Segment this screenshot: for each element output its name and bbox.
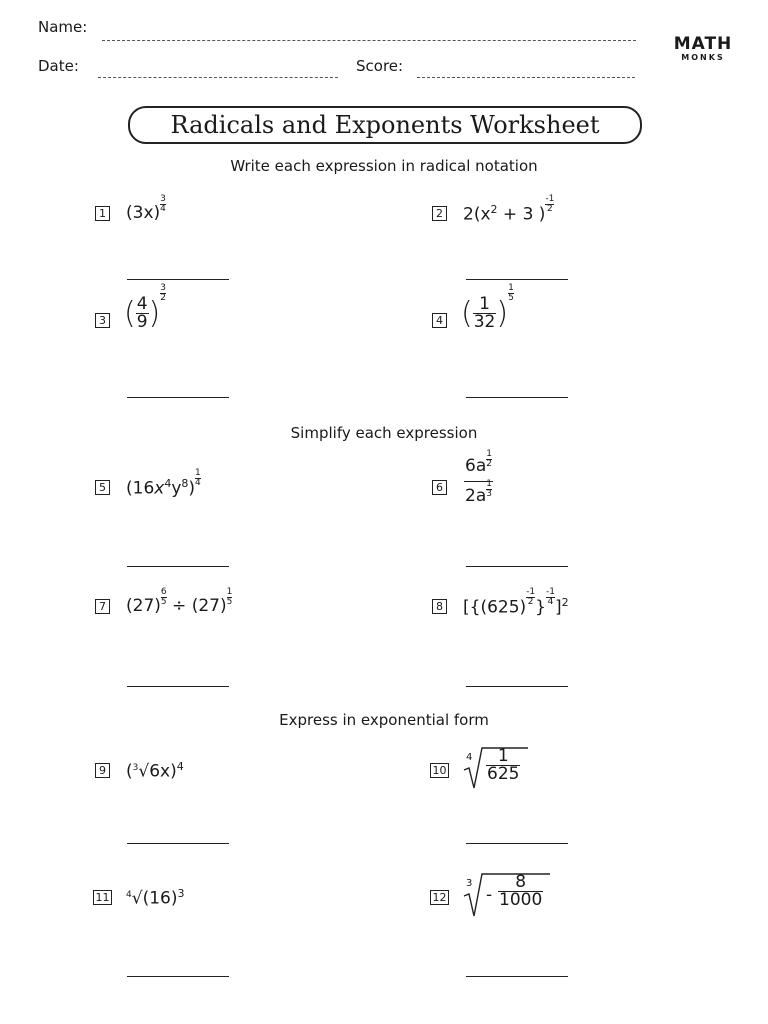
problem-number: 12 (430, 890, 449, 905)
bottom-term: 2a (465, 486, 487, 506)
exponent-fraction (545, 195, 554, 214)
problem-number: 3 (95, 313, 110, 328)
rest: + 3 ) (497, 204, 546, 225)
close-paren: ) (148, 296, 161, 331)
exponent-fraction (546, 588, 555, 607)
title-box (128, 106, 642, 144)
exp-numerator: 6 (160, 587, 167, 597)
exp-denominator: 4 (160, 204, 166, 214)
problem-2-expression (463, 194, 555, 225)
numerator: 1 (497, 746, 509, 766)
power: 4 (176, 760, 184, 773)
root-index: 4 (466, 752, 473, 763)
base-1: (27) (126, 596, 161, 616)
close-paren: ) (188, 478, 196, 499)
denominator: 9 (136, 312, 148, 332)
exponent-fraction (195, 469, 201, 488)
variable-x: x (154, 478, 165, 499)
denominator: 625 (487, 764, 520, 784)
answer-line[interactable] (466, 397, 568, 398)
problem-7-expression (126, 587, 233, 616)
problem-number: 1 (95, 206, 110, 221)
problem-number: 8 (432, 599, 447, 614)
section-heading-radical: Write each expression in radical notation (230, 157, 538, 175)
open-paren: ( (126, 761, 133, 782)
close-bracket: ] (554, 597, 562, 618)
answer-line[interactable] (466, 566, 568, 567)
exp-numerator: 1 (486, 479, 492, 489)
problem-5-expression (126, 468, 201, 499)
base: 2(x (463, 204, 491, 225)
exponent-fraction (160, 284, 166, 303)
denominator: 1000 (499, 890, 543, 910)
problem-9-expression (126, 760, 184, 782)
open-paren: ( (461, 296, 473, 331)
exponent-fraction (526, 588, 535, 607)
name-label: Name: (38, 18, 88, 36)
problem-number: 2 (432, 206, 447, 221)
score-label: Score: (356, 57, 404, 75)
page-title: Radicals and Exponents Worksheet (170, 111, 600, 139)
logo-sub-text: MONKS (681, 53, 725, 62)
exp-denominator: 2 (547, 204, 553, 214)
problem-8-expression (463, 587, 569, 618)
answer-line[interactable] (127, 566, 229, 567)
exp-denominator: 4 (195, 478, 201, 488)
exp-denominator: 5 (226, 597, 233, 607)
exponent-fraction (486, 480, 492, 499)
base: (16 (126, 478, 155, 499)
radicand: 6x) (149, 761, 177, 782)
exponent-fraction (508, 284, 514, 303)
problem-number: 9 (95, 763, 110, 778)
exp-denominator: 5 (508, 293, 514, 303)
power: 3 (177, 887, 185, 900)
exp-numerator: 3 (160, 283, 166, 293)
exponent-fraction (161, 588, 167, 607)
numerator: 4 (136, 294, 148, 314)
exponent-fraction (160, 195, 166, 214)
answer-line[interactable] (127, 686, 229, 687)
numerator: 8 (515, 872, 527, 892)
problem-number: 11 (93, 890, 112, 905)
date-field[interactable] (98, 77, 338, 78)
exp-numerator: -1 (526, 587, 536, 597)
fraction (464, 449, 493, 507)
denominator (464, 479, 493, 507)
problem-number: 4 (432, 313, 447, 328)
date-label: Date: (38, 57, 79, 75)
problem-number: 6 (432, 480, 447, 495)
radical-sign: √ (138, 761, 150, 782)
name-field[interactable] (102, 40, 636, 41)
problem-number: 7 (95, 599, 110, 614)
problem-number: 10 (430, 763, 449, 778)
exp-denominator: 2 (160, 293, 166, 303)
exp-denominator: 2 (486, 459, 492, 469)
denominator: 32 (473, 312, 496, 332)
variable-y: y (171, 478, 182, 499)
open-paren: ( (124, 296, 136, 331)
top-term: 6a (465, 456, 487, 476)
fraction (136, 296, 149, 331)
fraction (473, 296, 497, 331)
exp-numerator: -1 (545, 587, 555, 597)
divide-sign: ÷ (166, 596, 192, 616)
root-index: 3 (132, 763, 139, 773)
root-index: 4 (126, 890, 132, 900)
answer-line[interactable] (127, 843, 229, 844)
exponent-fraction (227, 588, 233, 607)
square: 2 (490, 203, 498, 216)
radicand: √(16) (131, 888, 178, 909)
logo-main-text: MATH (673, 34, 733, 54)
answer-line[interactable] (127, 976, 229, 977)
problem-11-expression (126, 887, 184, 909)
exp-numerator: 1 (486, 449, 492, 459)
answer-line[interactable] (127, 279, 229, 280)
exp-x: 4 (164, 477, 172, 490)
exp-denominator: 4 (547, 597, 554, 607)
close-paren: ) (496, 296, 509, 331)
section-heading-exponential: Express in exponential form (279, 711, 489, 729)
exp-numerator: 1 (226, 587, 233, 597)
problem-4-expression (461, 283, 514, 332)
answer-line[interactable] (466, 686, 568, 687)
root-index: 3 (466, 878, 473, 889)
exp-denominator: 2 (527, 597, 534, 607)
problem-6-expression (464, 449, 493, 507)
minus-sign: - (486, 885, 493, 905)
exp-numerator: -1 (545, 194, 555, 204)
exp-denominator: 5 (160, 597, 167, 607)
answer-line[interactable] (466, 843, 568, 844)
exp-numerator: 3 (160, 194, 166, 204)
exp-numerator: 1 (195, 468, 201, 478)
numerator: 1 (479, 294, 490, 314)
exp-numerator: 1 (508, 283, 514, 293)
problem-1-expression (126, 194, 166, 223)
numerator (464, 449, 493, 481)
base: (3x) (126, 203, 161, 223)
answer-line[interactable] (127, 397, 229, 398)
problem-number: 5 (95, 480, 110, 495)
base: [{(625) (463, 597, 527, 618)
answer-line[interactable] (466, 976, 568, 977)
exponent-fraction (486, 450, 492, 469)
exp-denominator: 3 (486, 489, 492, 499)
math-monks-logo (672, 34, 734, 62)
base-2: (27) (191, 596, 227, 616)
close-brace: } (535, 597, 546, 618)
square: 2 (561, 596, 569, 609)
answer-line[interactable] (466, 279, 568, 280)
score-field[interactable] (417, 77, 635, 78)
fraction (486, 748, 520, 783)
problem-3-expression (124, 283, 166, 332)
exp-y: 8 (181, 477, 189, 490)
section-heading-simplify: Simplify each expression (290, 424, 478, 442)
fraction (498, 874, 543, 909)
